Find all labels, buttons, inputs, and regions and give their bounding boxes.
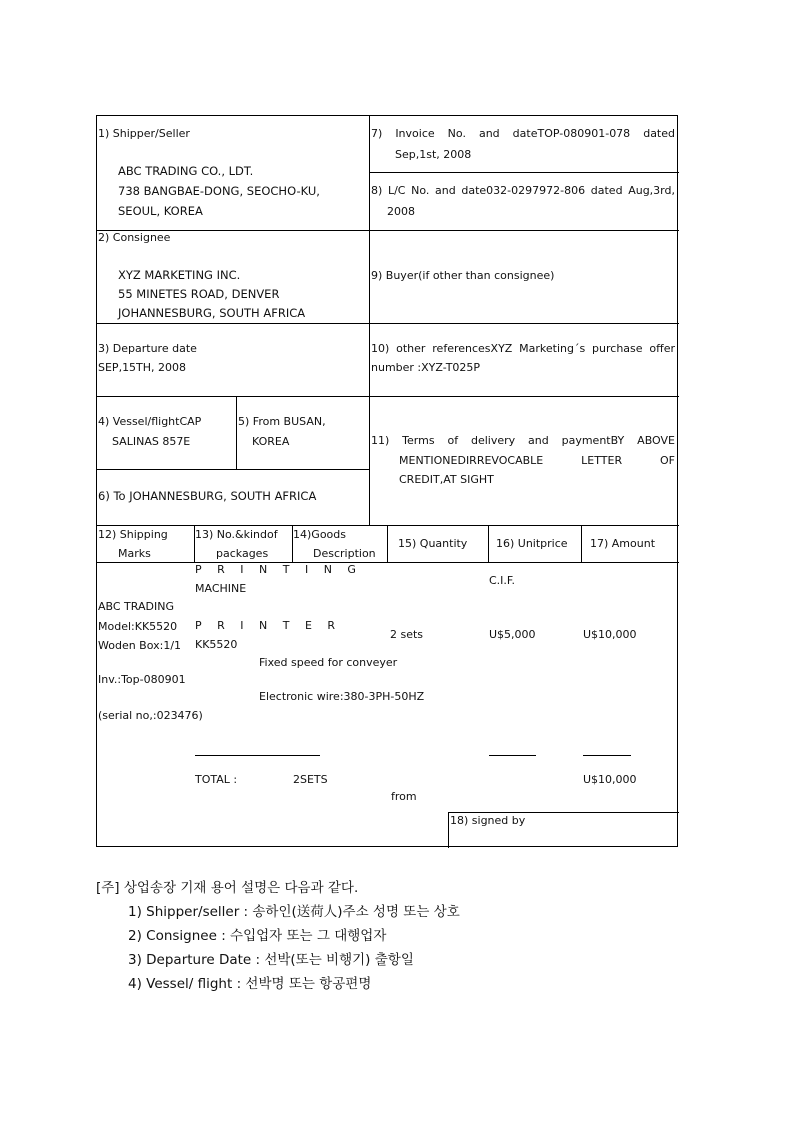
terms-credit: CREDIT,AT SIGHT xyxy=(399,473,494,486)
note-item: 4) Vessel/ flight : 선박명 또는 항공편명 xyxy=(128,976,372,992)
consignee-city: JOHANNESBURG, SOUTH AFRICA xyxy=(118,306,306,320)
divider xyxy=(97,396,679,397)
quantity-value: 2 sets xyxy=(390,628,424,641)
trade-term: C.I.F. xyxy=(489,574,515,587)
destination: 6) To JOHANNESBURG, SOUTH AFRICA xyxy=(98,489,317,503)
divider xyxy=(97,323,679,324)
divider xyxy=(369,116,370,525)
divider xyxy=(97,525,679,526)
goods-machine: MACHINE xyxy=(195,582,247,595)
col-quantity: 15) Quantity xyxy=(398,537,468,550)
note-item: 3) Departure Date : 선박(또는 비행기) 출항일 xyxy=(128,952,414,968)
divider xyxy=(97,562,679,563)
terms-payment: MENTIONEDIRREVOCABLE LETTER OF xyxy=(399,454,675,467)
goods-printer: P R I N T E R xyxy=(195,619,342,632)
goods-model: KK5520 xyxy=(195,638,238,651)
purchase-offer-number: number :XYZ-T025P xyxy=(371,361,481,374)
col-goods-2: Description xyxy=(313,547,376,560)
vessel-label: 4) Vessel/flightCAP xyxy=(98,415,202,428)
buyer-label: 9) Buyer(if other than consignee) xyxy=(371,269,555,282)
divider xyxy=(97,469,369,470)
amount-value: U$10,000 xyxy=(583,628,637,641)
divider xyxy=(387,525,388,562)
col-shipping-marks-2: Marks xyxy=(118,547,151,560)
terms-of-delivery: 11) Terms of delivery and paymentBY ABOVE xyxy=(371,434,675,447)
note-item: 2) Consignee : 수입업자 또는 그 대행업자 xyxy=(128,928,387,944)
shipper-address: 738 BANGBAE-DONG, SEOCHO-KU, xyxy=(118,184,320,198)
departure-date: SEP,15TH, 2008 xyxy=(98,361,187,374)
total-amount: U$10,000 xyxy=(583,773,637,786)
divider xyxy=(581,525,582,562)
goods-printing: P R I N T I N G xyxy=(195,563,362,576)
underline xyxy=(195,755,320,756)
lc-year: 2008 xyxy=(387,205,415,218)
invoice-number: 7) Invoice No. and dateTOP-080901-078 dated xyxy=(371,127,675,140)
mark-model: Model:KK5520 xyxy=(98,620,178,633)
divider xyxy=(97,230,679,231)
col-shipping-marks: 12) Shipping xyxy=(98,528,168,541)
shipper-label: 1) Shipper/Seller xyxy=(98,127,190,140)
shipper-city: SEOUL, KOREA xyxy=(118,204,203,218)
mark-serial: (serial no,:023476) xyxy=(98,709,203,722)
notes-title: [주] 상업송장 기재 용어 설명은 다음과 같다. xyxy=(96,880,359,896)
divider xyxy=(369,172,679,173)
signed-by-label: 18) signed by xyxy=(450,814,526,827)
other-references: 10) other referencesXYZ Marketing´s purchase offer xyxy=(371,342,675,355)
col-packages: 13) No.&kindof xyxy=(195,528,278,541)
commercial-invoice-form xyxy=(96,115,678,847)
shipper-name: ABC TRADING CO., LDT. xyxy=(118,164,254,178)
unitprice-value: U$5,000 xyxy=(489,628,536,641)
underline xyxy=(583,755,631,756)
divider xyxy=(236,396,237,469)
departure-label: 3) Departure date xyxy=(98,342,197,355)
mark-invoice: Inv.:Top-080901 xyxy=(98,673,186,686)
underline xyxy=(489,755,536,756)
lc-number: 8) L/C No. and date032-0297972-806 dated Aug,3rd, xyxy=(371,184,675,197)
mark-abc-trading: ABC TRADING xyxy=(98,600,174,613)
col-amount: 17) Amount xyxy=(590,537,656,550)
invoice-date: Sep,1st, 2008 xyxy=(395,148,472,161)
col-unitprice: 16) Unitprice xyxy=(496,537,568,550)
divider xyxy=(488,525,489,562)
consignee-address: 55 MINETES ROAD, DENVER xyxy=(118,287,280,301)
from-text: from xyxy=(391,790,417,803)
consignee-label: 2) Consignee xyxy=(98,231,171,244)
note-item: 1) Shipper/seller : 송하인(送荷人)주소 성명 또는 상호 xyxy=(128,904,460,920)
goods-spec-conveyer: Fixed speed for conveyer xyxy=(259,656,398,669)
divider xyxy=(448,812,449,848)
from-label: 5) From BUSAN, xyxy=(238,415,326,428)
total-label: TOTAL : xyxy=(195,773,238,786)
consignee-name: XYZ MARKETING INC. xyxy=(118,268,241,282)
goods-spec-wire: Electronic wire:380-3PH-50HZ xyxy=(259,690,425,703)
total-quantity: 2SETS xyxy=(293,773,328,786)
col-packages-2: packages xyxy=(216,547,269,560)
mark-box: Woden Box:1/1 xyxy=(98,639,182,652)
vessel-name: SALINAS 857E xyxy=(112,435,191,448)
col-goods: 14)Goods xyxy=(293,528,346,541)
from-country: KOREA xyxy=(252,435,290,448)
